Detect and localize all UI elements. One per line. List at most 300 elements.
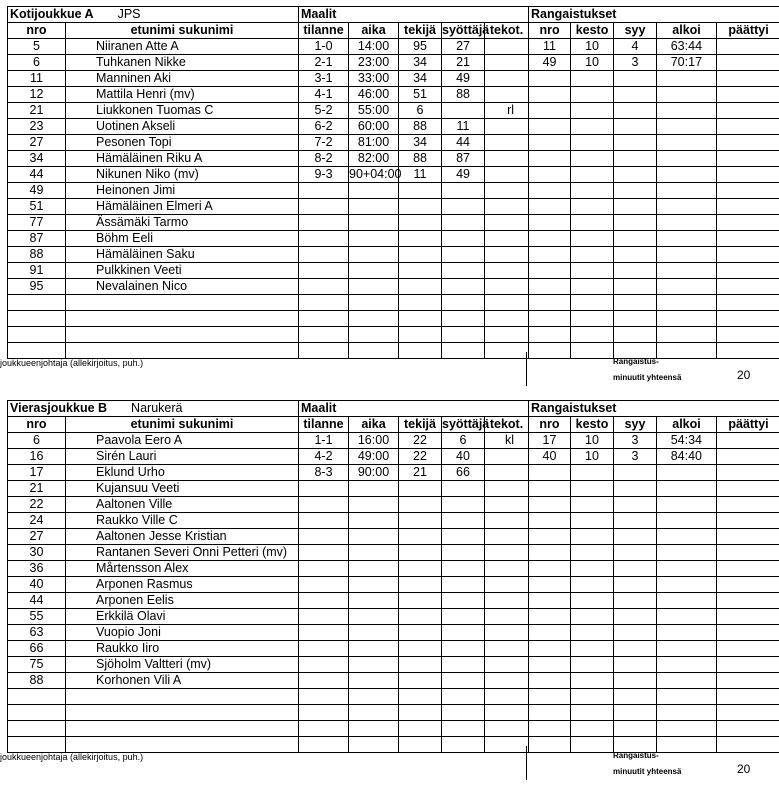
penalty-nro-empty	[529, 545, 571, 561]
goal-tekot-empty	[485, 609, 529, 625]
goal-tekot	[485, 151, 529, 167]
table-row	[8, 71, 779, 87]
goal-aika-empty	[349, 295, 399, 311]
table-row	[8, 545, 779, 561]
goal-aika: 90:00	[349, 465, 399, 481]
goal-aika-empty	[349, 247, 399, 263]
goal-tilanne: 7-2	[299, 135, 349, 151]
goal-syottaja-empty	[442, 327, 485, 343]
penalty-paattyi-empty	[717, 625, 779, 641]
penalty-nro-empty	[529, 119, 571, 135]
goal-syottaja-empty	[442, 247, 485, 263]
penalty-syy-empty	[614, 641, 657, 657]
player-name: Sirén Lauri	[66, 449, 299, 465]
penalty-nro-empty	[529, 311, 571, 327]
penalty-kesto-empty	[571, 593, 614, 609]
goal-tekija: 11	[399, 167, 442, 183]
away-team-label: Vierasjoukkue B	[10, 401, 107, 415]
penalty-nro-empty	[529, 689, 571, 705]
goal-tekot-empty	[485, 327, 529, 343]
goal-tilanne: 6-2	[299, 119, 349, 135]
goal-tilanne-empty	[299, 513, 349, 529]
penalty-kesto-empty	[571, 311, 614, 327]
goal-tekija: 6	[399, 103, 442, 119]
player-number	[8, 311, 66, 327]
player-number: 30	[8, 545, 66, 561]
goal-syottaja: 87	[442, 151, 485, 167]
penalty-paattyi-empty	[717, 465, 779, 481]
away-col-kesto: kesto	[571, 417, 614, 433]
player-number: 95	[8, 279, 66, 295]
goal-syottaja-empty	[442, 673, 485, 689]
goal-syottaja: 27	[442, 39, 485, 55]
penalty-alkoi-empty	[657, 311, 717, 327]
goal-aika: 16:00	[349, 433, 399, 449]
penalty-kesto-empty	[571, 279, 614, 295]
goal-aika-empty	[349, 481, 399, 497]
goal-tilanne: 5-2	[299, 103, 349, 119]
player-number: 63	[8, 625, 66, 641]
penalty-paattyi-empty	[717, 231, 779, 247]
goal-syottaja-empty	[442, 689, 485, 705]
penalty-paattyi-empty	[717, 577, 779, 593]
goal-tekija: 21	[399, 465, 442, 481]
penalty-kesto-empty	[571, 641, 614, 657]
penalty-nro-empty	[529, 609, 571, 625]
table-row	[8, 481, 779, 497]
player-name: Manninen Aki	[66, 71, 299, 87]
penalty-kesto-empty	[571, 657, 614, 673]
goal-tilanne: 4-1	[299, 87, 349, 103]
goal-syottaja: 49	[442, 167, 485, 183]
penalty-paattyi-empty	[717, 721, 779, 737]
table-row	[8, 247, 779, 263]
goal-syottaja-empty	[442, 545, 485, 561]
penalty-nro-empty	[529, 135, 571, 151]
player-name: Pulkkinen Veeti	[66, 263, 299, 279]
penalty-paattyi-empty	[717, 279, 779, 295]
penalty-nro: 17	[529, 433, 571, 449]
goal-tekija-empty	[399, 673, 442, 689]
penalty-paattyi-empty	[717, 689, 779, 705]
goal-tekija-empty	[399, 279, 442, 295]
goal-tekot-empty	[485, 545, 529, 561]
table-row	[8, 87, 779, 103]
player-number: 88	[8, 673, 66, 689]
goal-syottaja	[442, 103, 485, 119]
away-pen-total-label-2: minuutit yhteensä	[613, 766, 681, 778]
goal-aika: 14:00	[349, 39, 399, 55]
goal-tekija-empty	[399, 215, 442, 231]
goal-aika-empty	[349, 689, 399, 705]
penalty-alkoi-empty	[657, 593, 717, 609]
penalty-kesto-empty	[571, 689, 614, 705]
penalty-syy-empty	[614, 231, 657, 247]
goal-aika-empty	[349, 327, 399, 343]
goal-tekija-empty	[399, 577, 442, 593]
penalty-kesto-empty	[571, 673, 614, 689]
goal-syottaja-empty	[442, 263, 485, 279]
penalty-nro-empty	[529, 657, 571, 673]
goal-aika-empty	[349, 641, 399, 657]
goal-syottaja: 6	[442, 433, 485, 449]
table-row	[8, 151, 779, 167]
player-number: 66	[8, 641, 66, 657]
penalty-paattyi-empty	[717, 103, 779, 119]
goal-tilanne-empty	[299, 199, 349, 215]
player-number: 34	[8, 151, 66, 167]
away-col-p_nro: nro	[529, 417, 571, 433]
goal-aika: 90+04:00	[349, 167, 399, 183]
player-number: 44	[8, 593, 66, 609]
player-number: 87	[8, 231, 66, 247]
goal-tilanne-empty	[299, 529, 349, 545]
goal-tilanne-empty	[299, 231, 349, 247]
goal-tekija-empty	[399, 561, 442, 577]
penalty-kesto-empty	[571, 609, 614, 625]
table-row	[8, 561, 779, 577]
goal-tekija-empty	[399, 311, 442, 327]
penalty-paattyi	[717, 433, 779, 449]
player-number: 23	[8, 119, 66, 135]
player-number: 36	[8, 561, 66, 577]
away-col-syy: syy	[614, 417, 657, 433]
goal-tekija-empty	[399, 263, 442, 279]
penalty-paattyi-empty	[717, 497, 779, 513]
penalty-syy-empty	[614, 497, 657, 513]
penalty-syy-empty	[614, 721, 657, 737]
goal-aika-empty	[349, 673, 399, 689]
table-row	[8, 641, 779, 657]
penalty-syy-empty	[614, 529, 657, 545]
penalty-syy-empty	[614, 135, 657, 151]
home-penalties-heading: Rangaistukset	[531, 7, 616, 21]
goal-tekija: 22	[399, 433, 442, 449]
penalty-paattyi-empty	[717, 529, 779, 545]
player-name: Hämäläinen Elmeri A	[66, 199, 299, 215]
goal-tekot: rl	[485, 103, 529, 119]
penalty-nro-empty	[529, 247, 571, 263]
goal-tekija-empty	[399, 641, 442, 657]
player-name: Aaltonen Ville	[66, 497, 299, 513]
penalty-alkoi-empty	[657, 721, 717, 737]
player-name: Aaltonen Jesse Kristian	[66, 529, 299, 545]
goal-tekot-empty	[485, 577, 529, 593]
penalty-kesto-empty	[571, 295, 614, 311]
penalty-nro-empty	[529, 465, 571, 481]
table-row	[8, 183, 779, 199]
goal-tekot-empty	[485, 199, 529, 215]
table-row	[8, 295, 779, 311]
penalty-paattyi-empty	[717, 87, 779, 103]
penalty-alkoi-empty	[657, 215, 717, 231]
goal-syottaja-empty	[442, 183, 485, 199]
penalty-kesto-empty	[571, 545, 614, 561]
goal-tekot-empty	[485, 497, 529, 513]
penalty-syy-empty	[614, 481, 657, 497]
penalty-syy-empty	[614, 151, 657, 167]
player-name: Eklund Urho	[66, 465, 299, 481]
away-col-nro: nro	[8, 417, 66, 433]
penalty-alkoi-empty	[657, 641, 717, 657]
away-col-tekija: tekijä	[399, 417, 442, 433]
player-number: 21	[8, 481, 66, 497]
home-team-label: Kotijoukkue A	[10, 7, 94, 21]
penalty-paattyi-empty	[717, 71, 779, 87]
penalty-syy: 3	[614, 433, 657, 449]
table-row	[8, 199, 779, 215]
player-number: 16	[8, 449, 66, 465]
away-team-section	[0, 400, 779, 787]
player-name: Raukko Ville C	[66, 513, 299, 529]
goal-tilanne-empty	[299, 609, 349, 625]
penalty-alkoi-empty	[657, 199, 717, 215]
goal-tekot-empty	[485, 231, 529, 247]
penalty-alkoi-empty	[657, 167, 717, 183]
player-number: 75	[8, 657, 66, 673]
player-number	[8, 327, 66, 343]
goal-tekot-empty	[485, 247, 529, 263]
goal-tekija-empty	[399, 497, 442, 513]
table-row	[8, 577, 779, 593]
goal-tekija-empty	[399, 545, 442, 561]
penalty-alkoi-empty	[657, 247, 717, 263]
penalty-syy-empty	[614, 561, 657, 577]
penalty-syy: 3	[614, 449, 657, 465]
goal-tekija-empty	[399, 657, 442, 673]
home-col-tilanne: tilanne	[299, 23, 349, 39]
goal-tekot	[485, 135, 529, 151]
penalty-nro-empty	[529, 327, 571, 343]
away-col-tekot: tekot.	[485, 417, 529, 433]
goal-tekot-empty	[485, 311, 529, 327]
goal-syottaja-empty	[442, 593, 485, 609]
goal-tilanne-empty	[299, 657, 349, 673]
penalty-alkoi-empty	[657, 263, 717, 279]
table-row	[8, 55, 779, 71]
goal-aika-empty	[349, 529, 399, 545]
goal-tilanne: 9-3	[299, 167, 349, 183]
penalty-nro-empty	[529, 167, 571, 183]
goal-aika-empty	[349, 497, 399, 513]
goal-tekot	[485, 119, 529, 135]
penalty-kesto-empty	[571, 465, 614, 481]
home-goals-heading: Maalit	[301, 7, 336, 21]
penalty-kesto-empty	[571, 119, 614, 135]
goal-tilanne-empty	[299, 705, 349, 721]
goal-tekija-empty	[399, 593, 442, 609]
penalty-syy-empty	[614, 279, 657, 295]
home-scoresheet-table	[7, 6, 779, 359]
penalty-syy-empty	[614, 311, 657, 327]
table-row	[8, 279, 779, 295]
penalty-nro: 40	[529, 449, 571, 465]
player-name: Heinonen Jimi	[66, 183, 299, 199]
goal-tekija-empty	[399, 199, 442, 215]
goal-tekija: 88	[399, 119, 442, 135]
player-name: Arponen Eelis	[66, 593, 299, 609]
penalty-syy-empty	[614, 71, 657, 87]
goal-syottaja-empty	[442, 481, 485, 497]
penalty-syy-empty	[614, 87, 657, 103]
home-col-syy: syy	[614, 23, 657, 39]
table-row	[8, 103, 779, 119]
goal-syottaja: 11	[442, 119, 485, 135]
goal-aika-empty	[349, 279, 399, 295]
penalty-paattyi-empty	[717, 641, 779, 657]
goal-aika-empty	[349, 513, 399, 529]
goal-tilanne-empty	[299, 481, 349, 497]
goal-aika-empty	[349, 721, 399, 737]
goal-tekot-empty	[485, 263, 529, 279]
goal-aika: 23:00	[349, 55, 399, 71]
penalty-paattyi-empty	[717, 247, 779, 263]
penalty-nro-empty	[529, 103, 571, 119]
penalty-syy-empty	[614, 103, 657, 119]
player-number	[8, 295, 66, 311]
penalty-paattyi-empty	[717, 295, 779, 311]
penalty-alkoi-empty	[657, 657, 717, 673]
goal-aika-empty	[349, 199, 399, 215]
player-name: Kujansuu Veeti	[66, 481, 299, 497]
penalty-syy-empty	[614, 263, 657, 279]
table-row	[8, 215, 779, 231]
goal-syottaja-empty	[442, 657, 485, 673]
goal-tekot: kl	[485, 433, 529, 449]
table-row	[8, 529, 779, 545]
penalty-kesto: 10	[571, 433, 614, 449]
goal-tekija-empty	[399, 721, 442, 737]
goal-aika-empty	[349, 593, 399, 609]
goal-tekot-empty	[485, 183, 529, 199]
penalty-paattyi-empty	[717, 545, 779, 561]
goal-tekot-empty	[485, 625, 529, 641]
penalty-paattyi	[717, 55, 779, 71]
goal-aika-empty	[349, 705, 399, 721]
home-col-alkoi: alkoi	[657, 23, 717, 39]
goal-syottaja-empty	[442, 513, 485, 529]
goal-syottaja-empty	[442, 577, 485, 593]
goal-aika-empty	[349, 263, 399, 279]
player-number: 49	[8, 183, 66, 199]
table-row	[8, 513, 779, 529]
away-signature-area	[7, 746, 779, 806]
penalty-nro-empty	[529, 497, 571, 513]
penalty-nro-empty	[529, 641, 571, 657]
table-row	[8, 167, 779, 183]
penalty-nro-empty	[529, 199, 571, 215]
penalty-alkoi-empty	[657, 545, 717, 561]
penalty-nro-empty	[529, 215, 571, 231]
goal-tilanne: 3-1	[299, 71, 349, 87]
goal-tilanne-empty	[299, 263, 349, 279]
penalty-paattyi-empty	[717, 327, 779, 343]
home-pen-total-label-1: Rangaistus-	[613, 356, 659, 368]
player-number: 12	[8, 87, 66, 103]
penalty-nro-empty	[529, 577, 571, 593]
penalty-kesto-empty	[571, 721, 614, 737]
goal-tekot-empty	[485, 215, 529, 231]
penalty-kesto-empty	[571, 625, 614, 641]
goal-aika-empty	[349, 609, 399, 625]
goal-tilanne-empty	[299, 721, 349, 737]
goal-tilanne-empty	[299, 215, 349, 231]
penalty-kesto-empty	[571, 199, 614, 215]
goal-tekot-empty	[485, 529, 529, 545]
goal-syottaja-empty	[442, 721, 485, 737]
penalty-nro-empty	[529, 705, 571, 721]
penalty-paattyi-empty	[717, 263, 779, 279]
away-leader-label: joukkueenjohtaja (allekirjoitus, puh.)	[0, 752, 143, 762]
goal-syottaja-empty	[442, 561, 485, 577]
goal-tekot	[485, 449, 529, 465]
goal-tilanne-empty	[299, 625, 349, 641]
player-number: 21	[8, 103, 66, 119]
home-col-name: etunimi sukunimi	[66, 23, 299, 39]
player-number: 77	[8, 215, 66, 231]
home-team-section	[0, 6, 779, 398]
away-penalties-heading: Rangaistukset	[531, 401, 616, 415]
penalty-nro: 49	[529, 55, 571, 71]
penalty-syy-empty	[614, 465, 657, 481]
penalty-kesto-empty	[571, 497, 614, 513]
penalty-nro-empty	[529, 625, 571, 641]
penalty-kesto-empty	[571, 71, 614, 87]
goal-tekot	[485, 87, 529, 103]
player-name: Hämäläinen Riku A	[66, 151, 299, 167]
away-team-name: Narukerä	[131, 401, 182, 415]
penalty-alkoi: 84:40	[657, 449, 717, 465]
player-name: Paavola Eero A	[66, 433, 299, 449]
goal-aika-empty	[349, 657, 399, 673]
goal-tekija: 34	[399, 71, 442, 87]
player-name	[66, 311, 299, 327]
table-row	[8, 39, 779, 55]
penalty-nro-empty	[529, 721, 571, 737]
player-number: 51	[8, 199, 66, 215]
penalty-syy-empty	[614, 625, 657, 641]
player-number: 44	[8, 167, 66, 183]
goal-tilanne: 2-1	[299, 55, 349, 71]
player-number: 6	[8, 433, 66, 449]
player-name: Mårtensson Alex	[66, 561, 299, 577]
penalty-alkoi-empty	[657, 673, 717, 689]
penalty-syy-empty	[614, 247, 657, 263]
goal-aika: 55:00	[349, 103, 399, 119]
player-name: Pesonen Topi	[66, 135, 299, 151]
goal-tilanne: 8-2	[299, 151, 349, 167]
penalty-kesto: 10	[571, 449, 614, 465]
penalty-alkoi-empty	[657, 609, 717, 625]
penalty-kesto-empty	[571, 529, 614, 545]
goal-tekija-empty	[399, 513, 442, 529]
penalty-syy-empty	[614, 167, 657, 183]
penalty-alkoi-empty	[657, 295, 717, 311]
player-number: 22	[8, 497, 66, 513]
goal-tilanne-empty	[299, 497, 349, 513]
goal-tekija-empty	[399, 609, 442, 625]
penalty-alkoi-empty	[657, 577, 717, 593]
penalty-paattyi-empty	[717, 593, 779, 609]
penalty-paattyi-empty	[717, 119, 779, 135]
penalty-nro-empty	[529, 279, 571, 295]
table-row	[8, 689, 779, 705]
penalty-nro-empty	[529, 87, 571, 103]
away-col-tilanne: tilanne	[299, 417, 349, 433]
goal-tekot-empty	[485, 705, 529, 721]
goal-aika-empty	[349, 311, 399, 327]
player-name: Tuhkanen Nikke	[66, 55, 299, 71]
